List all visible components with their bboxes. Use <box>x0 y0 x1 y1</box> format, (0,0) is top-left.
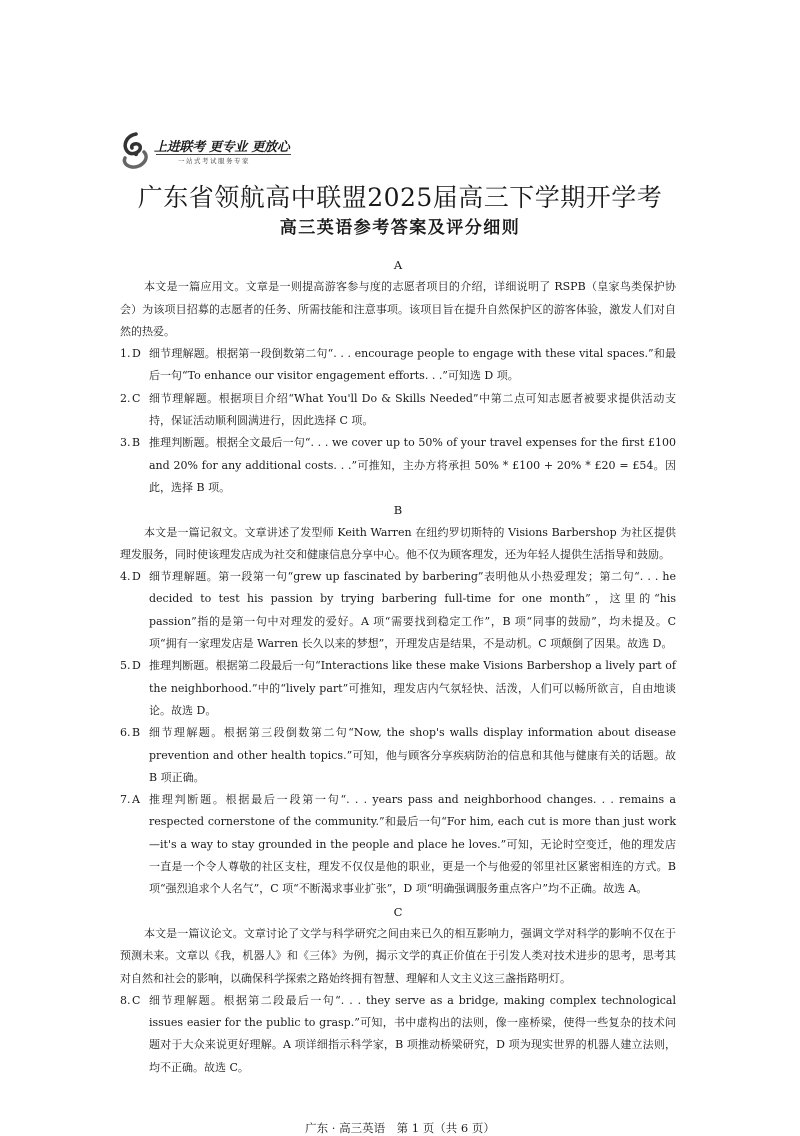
question-number: 2. <box>120 391 131 405</box>
question-answer: C <box>132 993 141 1007</box>
section-label: A <box>393 258 403 272</box>
page-subtitle: 高三英语参考答案及评分细则 <box>279 218 521 238</box>
question-item <box>120 566 676 655</box>
question-explanation: 推理判断题。根据第二段最后一句“Interactions like these make Visions Barbershop a lively part of the neighborhood.”中的“lively part”可推知，理发店内气氛轻快、活泼，人们可以畅所欲言，自由地谈论。故选 D。 <box>149 659 676 717</box>
question-explanation: 细节理解题。根据第二段最后一句“. . . they serve as a bridge, making complex technological issues easier for the public to grasp.”可知，书中虚构出的法则，像一座桥梁，使得一些复杂的技术问题对于大众来说更好理解。A 项详细指示科学家，B 项推动桥梁研究，D 项为现实世界的机器人建立法则，均不正确。故选 C。 <box>149 993 676 1074</box>
question-item <box>120 343 676 388</box>
swirl-logo-icon <box>120 132 152 170</box>
question-number: 1. <box>120 347 131 361</box>
question-answer: A <box>132 793 140 807</box>
question-explanation: 推理判断题。根据全文最后一句“. . . we cover up to 50% of your travel expenses for the first £100 and 20% for any additional costs. . .”可推知，主办方将承担 50% * £100 + 20% * £20 = £54。因此，选择 B 项。 <box>149 436 676 494</box>
question-answer: D <box>132 347 141 361</box>
question-answer: C <box>132 391 141 405</box>
question-number: 5. <box>120 659 131 673</box>
question-answer: B <box>132 726 141 740</box>
section-b <box>120 499 676 900</box>
question-explanation: 细节理解题。根据项目介绍“What You'll Do & Skills Needed”中第二点可知志愿者被要求提供活动支持，保证活动顺利圆满进行，因此选择 C 项。 <box>149 391 676 428</box>
section-intro: 本文是一篇记叙文。文章讲述了发型师 Keith Warren 在纽约罗切斯特的 Visions Barbershop 为社区提供理发服务，同时使该理发店成为社交和健康信息分享中心。他不仅为顾客理发，还为年轻人提供生活指导和鼓励。 <box>120 525 676 561</box>
page-title: 广东省领航高中联盟2025届高三下学期开学考 <box>137 183 663 212</box>
logo-slogan: 上进联考 更专业 更放心 <box>154 140 290 155</box>
section-c <box>120 901 676 1079</box>
logo-subtitle: 一站式考试服务专家 <box>178 157 250 165</box>
question-number: 4. <box>120 570 131 584</box>
question-explanation: 细节理解题。根据第三段倒数第二句“Now, the shop's walls display information about disease prevention and other health topics.”可知，他与顾客分享疾病防治的信息和其他与健康有关的话题。故 B 项正确。 <box>149 726 676 784</box>
page-footer: 广东 · 高三英语 第 1 页（共 6 页） <box>305 1121 495 1135</box>
question-item <box>120 432 676 499</box>
question-item <box>120 655 676 722</box>
question-item <box>120 388 676 433</box>
question-explanation: 细节理解题。根据第一段倒数第二句“. . . encourage people to engage with these vital spaces.”和最后一句“To enhance our visitor engagement efforts. . .”可知选 D 项。 <box>149 347 676 383</box>
logo-divider <box>156 154 291 155</box>
brand-logo <box>120 132 295 174</box>
section-intro: 本文是一篇议论文。文章讨论了文学与科学研究之间由来已久的相互影响力，强调文学对科学的影响不仅在于预测未来。文章以《我，机器人》和《三体》为例，揭示文学的真正价值在于引发人类对技术进步的思考，思考其对自然和社会的影响，以确保科学探索之路始终拥有智慧、理解和人文主义这三盏指路明灯。 <box>120 926 676 985</box>
question-number: 8. <box>120 993 131 1007</box>
section-intro: 本文是一篇应用文。文章是一则提高游客参与度的志愿者项目的介绍，详细说明了 RSPB（皇家鸟类保护协会）为该项目招募的志愿者的任务、所需技能和注意事项。该项目旨在提升自然保护区的游客体验，激发人们对自然的热爱。 <box>120 280 676 338</box>
question-answer: B <box>132 436 141 450</box>
question-item <box>120 990 676 1079</box>
question-number: 7. <box>120 793 131 807</box>
question-explanation: 细节理解题。第一段第一句“grew up fascinated by barbering”表明他从小热爱理发；第二句“. . . he decided to test his passion by trying barbering full-time for one month”，这里的“his passion”指的是第一句中对理发的爱好。A 项“需要找到稳定工作”，B 项“同事的鼓励”，均未提及。C 项“拥有一家理发店是 Warren 长久以来的梦想”，开理发店是结果，不是动机。C 项颠倒了因果。故选 D。 <box>149 570 676 651</box>
section-a <box>120 254 676 499</box>
question-explanation: 推理判断题。根据最后一段第一句“. . . years pass and neighborhood changes. . . remains a respected cornerstone of the community.”和最后一句“For him, each cut is more than just work—it's a way to stay grounded in the people and place he loves.”可知，无论时空变迁，他的理发店一直是一个令人尊敬的社区支柱，理发不仅仅是他的职业，更是一个与他爱的邻里社区紧密相连的方式。B 项“强烈追求个人名气”，C 项“不断渴求事业扩张”，D 项“明确强调服务重点客户”均不正确。故选 A。 <box>149 793 676 896</box>
section-label: B <box>393 503 403 518</box>
question-answer: D <box>132 659 141 673</box>
question-answer: D <box>132 570 141 584</box>
answer-content <box>120 254 676 1079</box>
question-number: 3. <box>120 436 131 450</box>
section-label: C <box>393 904 403 919</box>
question-number: 6. <box>120 726 131 740</box>
question-item <box>120 722 676 789</box>
question-item <box>120 789 676 900</box>
